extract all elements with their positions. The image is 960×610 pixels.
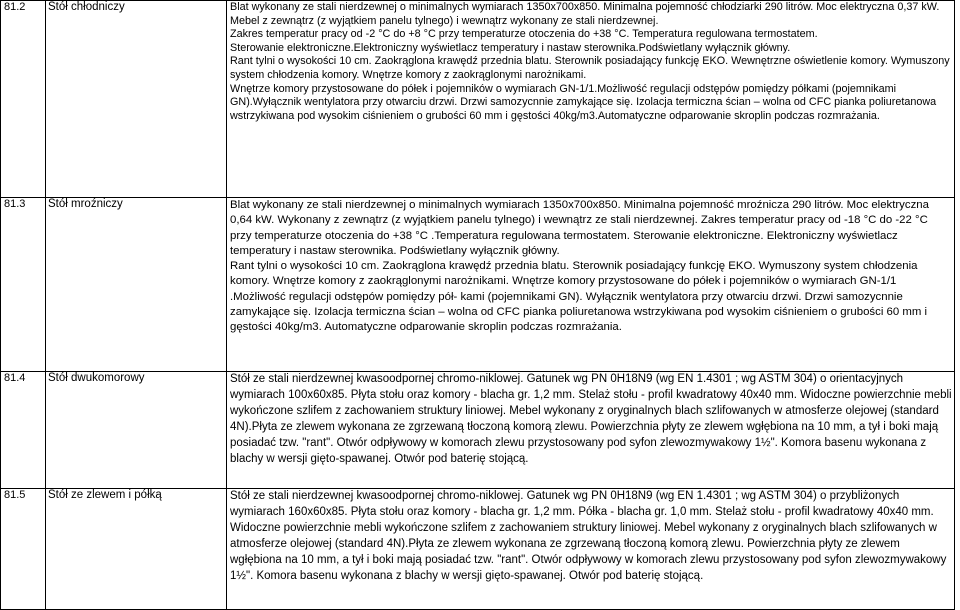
table-row — [1, 372, 955, 489]
table-row — [1, 1, 955, 198]
item-number: 81.2 — [1, 1, 46, 198]
description-paragraph: Stół ze stali nierdzewnej kwasoodpornej chromo-niklowej. Gatunek wg PN 0H18N9 (wg EN 1.4301 ; wg ASTM 304) o orientacyjnych wymiarach 100x60x85. Płyta stołu oraz komory - blacha gr. 1,2 mm. Stelaż stołu - profil kwadratowy 40x40 mm. Widoczne powierzchnie mebli wykończone szlifem z zachowaniem struktury liniowej. Mebel wykonany z oryginalnych blach szlifowanych w atmosferze olejowej (standard 4N).Płyta ze zlewem wykonana ze zgrzewaną tłoczoną komorą zlewu. Powierzchnia płyty ze zlewem wgłębiona na 10 mm, a tył i boki mają posiadać tzw. "rant". Otwór odpływowy w komorach zlewu przystosowany pod syfon zlewozmywakowy 1½". Komora basenu wykonana z blachy w wersji gięto-spawanej. Otwór pod baterię stojącą. — [230, 373, 952, 465]
item-name: Stół ze zlewem i półką — [46, 489, 227, 610]
description-paragraph: Wnętrze komory przystosowane do półek i pojemników o wymiarach GN-1/1.Możliwość regulacji odstępów pomiędzy półkami (pojemnikami GN).Wyłącznik wentylatora przy otwarciu drzwi. Drzwi samozycnnie zamykające się. Izolacja termiczna ścian – wolna od CFC pianka poliuretanowa wstrzykiwana pod wysokim ciśnieniem o grubości 60 mm i gęstości 40kg/m3.Automatyczne odparowanie skroplin podczas rozmrażania. — [230, 82, 937, 122]
item-name: Stół mroźniczy — [46, 198, 227, 372]
description-paragraph: Rant tylni o wysokości 10 cm. Zaokrąglona krawędź przednia blatu. Sterownik posiadający funkcję EKO. Wymuszony system chłodzenia komory. Wnętrze komory z zaokrąglonymi narożnikami. Wnętrze komory przystosowane do półek i pojemników o wymiarach GN-1/1 .Możliwość regulacji odstępów pomiędzy pół- kami (pojemnikami GN). Wyłącznik wentylatora przy otwarciu drzwi. Drzwi samozycnnie zamykające się. Izolacja termiczna ścian – wolna od CFC pianka poliuretanowa wstrzykiwana pod wysokim ciśnieniem o grubości 60 mm i gęstości 40kg/m3. Automatyczne odparowanie skroplin podczas rozmrażania. — [230, 260, 928, 334]
description-paragraph: Blat wykonany ze stali nierdzewnej o minimalnych wymiarach 1350x700x850. Minimalna pojemność mroźnicza 290 litrów. Moc elektryczna 0,64 kW. Wykonany z zewnątrz (z wyjątkiem panelu tylnego) i wewnątrz ze stali nierdzewnej. Zakres temperatur pracy od -18 °C do -22 °C przy temperaturze otoczenia do +38 °C .Temperatura regulowana termostatem. Sterowanie elektroniczne. Elektroniczny wyświetlacz temperatury i nastaw sterownika. Podświetlany wyłącznik główny. — [230, 199, 929, 257]
item-number: 81.4 — [1, 372, 46, 489]
item-name: Stół dwukomorowy — [46, 372, 227, 489]
item-description — [227, 372, 955, 489]
item-name: Stół chłodniczy — [46, 1, 227, 198]
item-number: 81.5 — [1, 489, 46, 610]
item-description — [227, 489, 955, 610]
description-paragraph: Rant tylni o wysokości 10 cm. Zaokrąglona krawędź przednia blatu. Sterownik posiadający funkcję EKO. Wewnętrzne oświetlenie komory. Wymuszony system chłodzenia komory. Wnętrze komory z zaokrąglonymi narożnikami. — [230, 55, 950, 81]
item-description — [227, 1, 955, 198]
description-paragraph: Blat wykonany ze stali nierdzewnej o minimalnych wymiarach 1350x700x850. Minimalna pojemność chłodziarki 290 litrów. Moc elektryczna 0,37 kW. Mebel z zewnątrz (z wyjątkiem panelu tylnego) i wewnątrz wykonany ze stali nierdzewnej. — [230, 1, 940, 27]
description-paragraph: Zakres temperatur pracy od -2 °C do +8 °C przy temperaturze otoczenia do +38 °C. Temperatura regulowana termostatem. — [230, 28, 818, 41]
description-paragraph: Stół ze stali nierdzewnej kwasoodpornej chromo-niklowej. Gatunek wg PN 0H18N9 (wg EN 1.4301 ; wg ASTM 304) o przybliżonych wymiarach 160x60x85. Płyta stołu oraz komory - blacha gr. 1,2 mm. Półka - blacha gr. 1,0 mm. Stelaż stołu - profil kwadratowy 40x40 mm. Widoczne powierzchnie mebli wykończone szlifem z zachowaniem struktury liniowej. Mebel wykonany z oryginalnych blach szlifowanych w atmosferze olejowej (standard 4N).Płyta ze zlewem wykonana ze zgrzewaną tłoczoną komorą zlewu. Powierzchnia płyty ze zlewem wgłębiona na 10 mm, a tył i boki mają posiadać tzw. "rant". Otwór odpływowy w komorach zlewu przystosowany pod syfon zlewozmywakowy 1½". Komora basenu wykonana z blachy w wersji gięto-spawanej. Otwór pod baterię stojącą. — [230, 490, 947, 582]
item-description — [227, 198, 955, 372]
table-row — [1, 198, 955, 372]
table-row — [1, 489, 955, 610]
item-number: 81.3 — [1, 198, 46, 372]
description-paragraph: Sterowanie elektroniczne.Elektroniczny wyświetlacz temperatury i nastaw sterownika.Podświetlany wyłącznik główny. — [230, 41, 791, 54]
